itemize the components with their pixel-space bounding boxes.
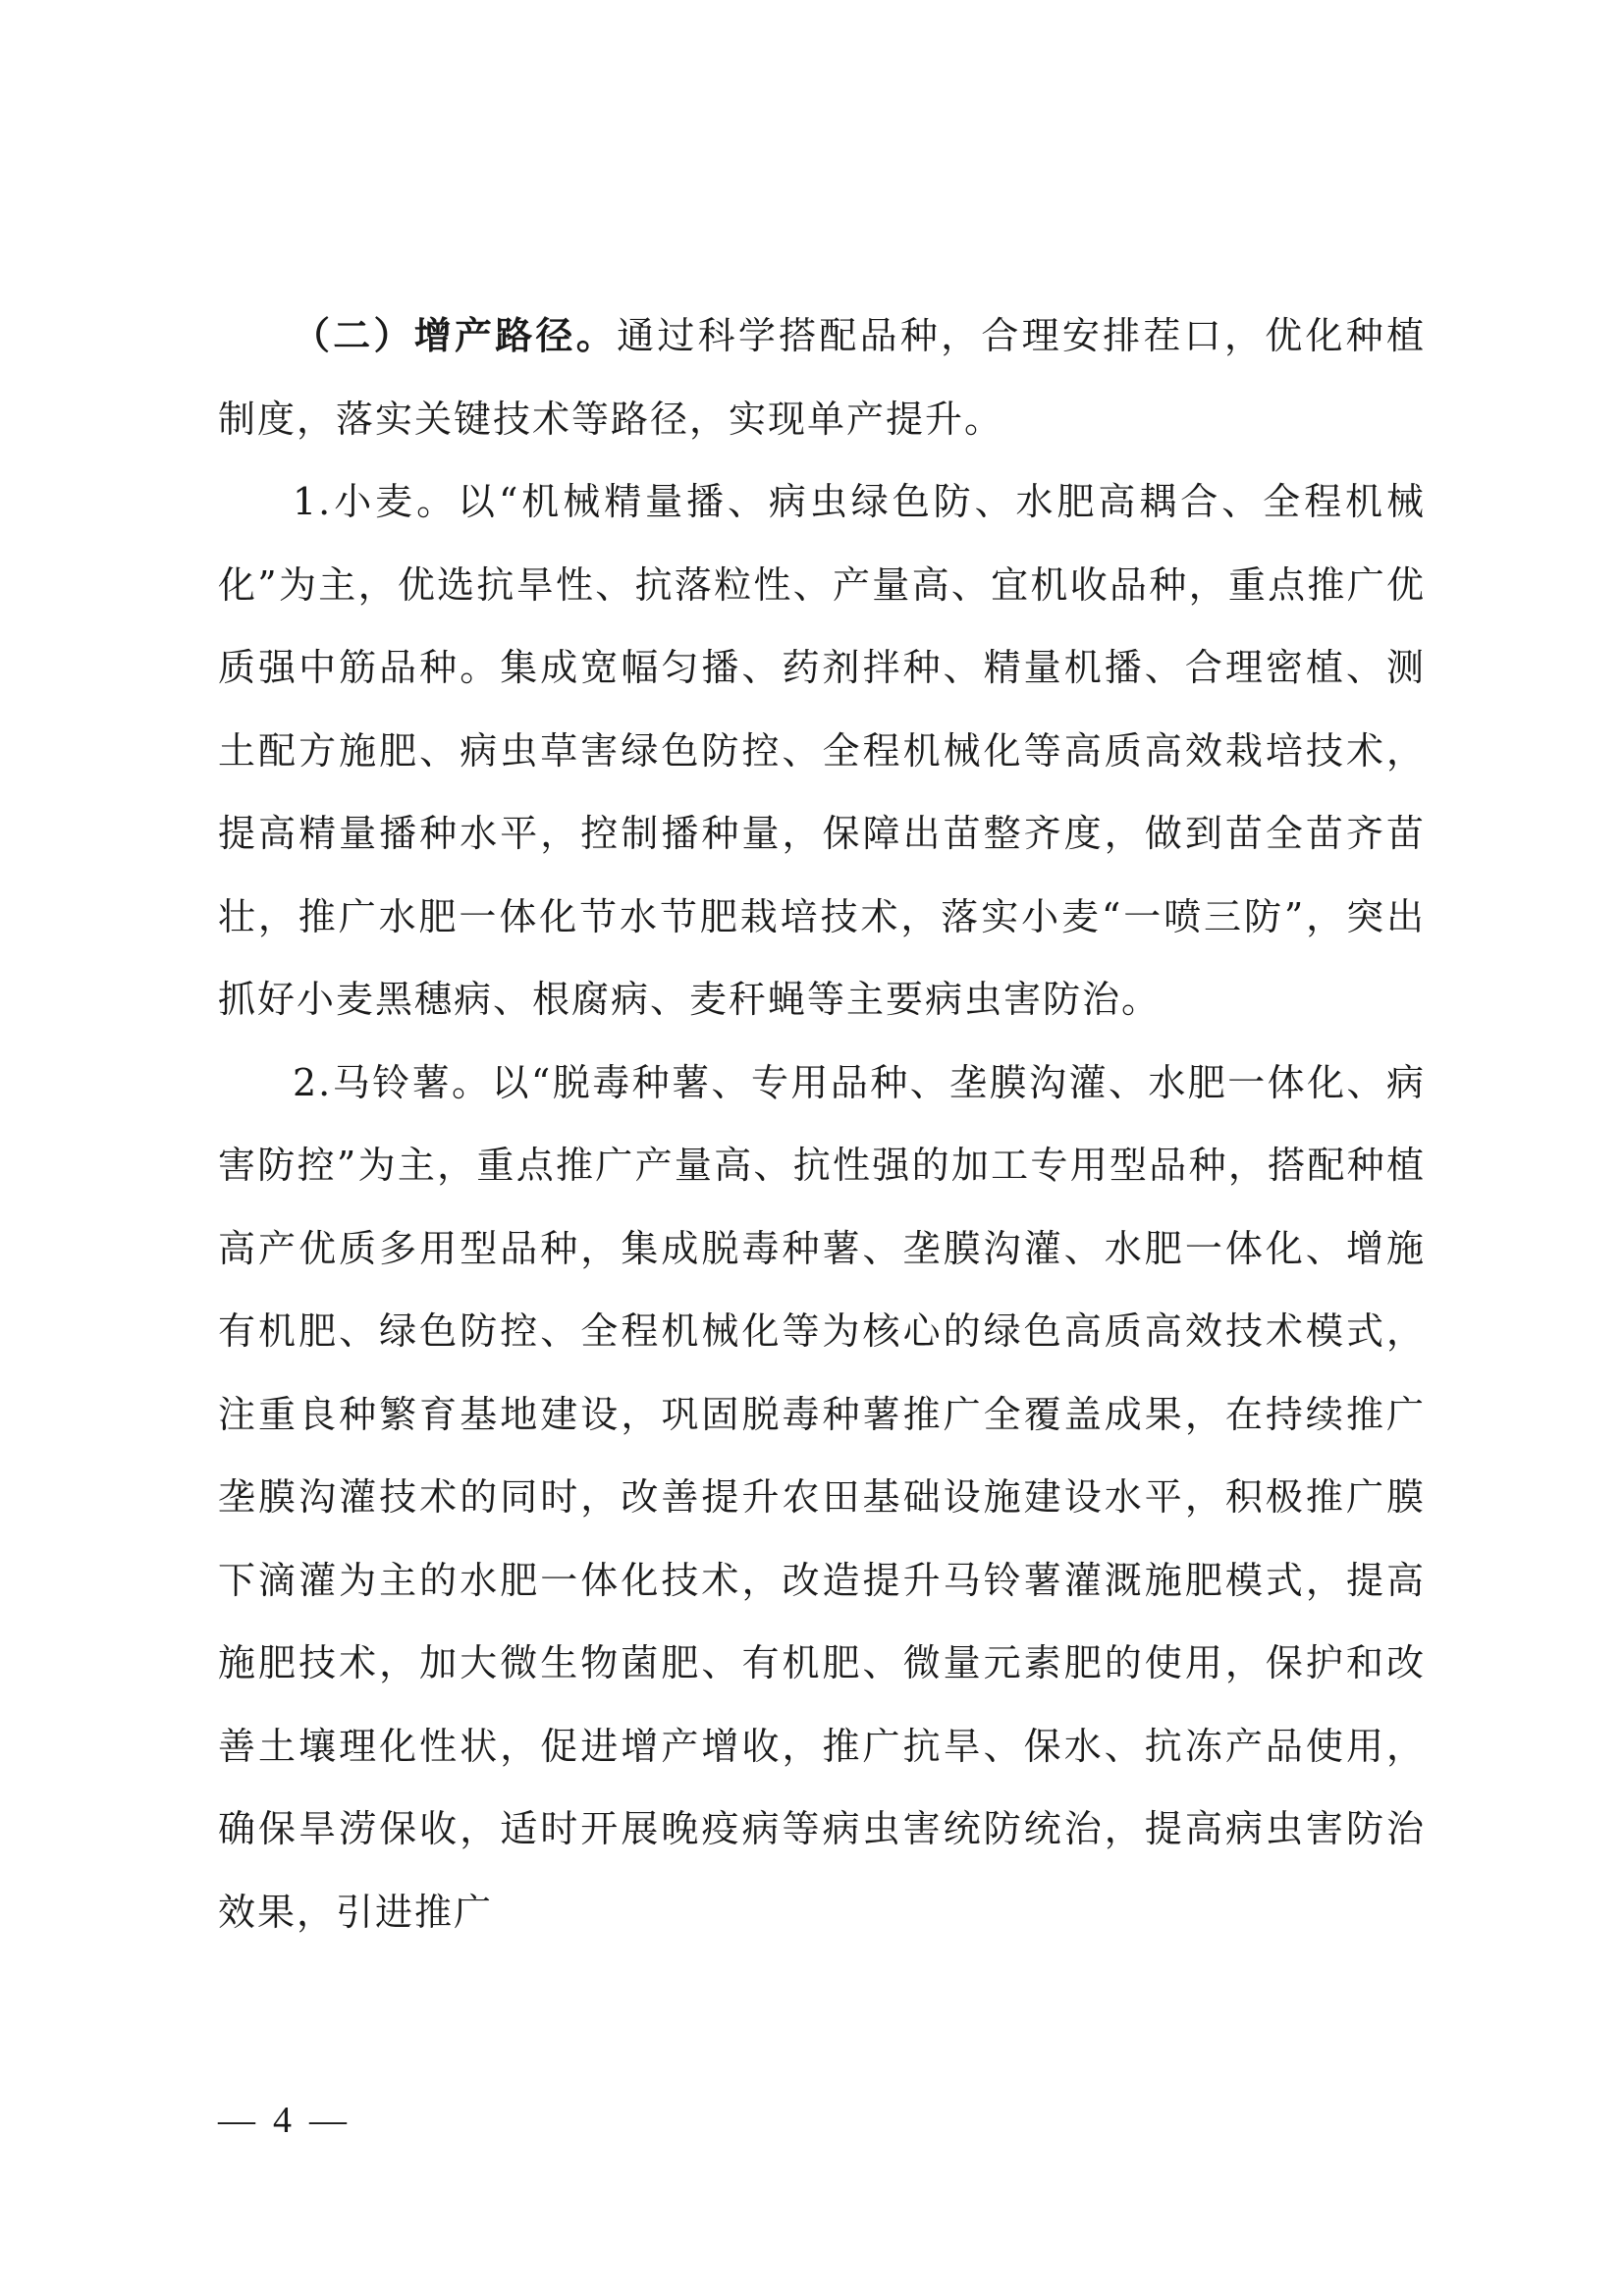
document-body: [218, 294, 1426, 1953]
footer-dash-right: —: [309, 2100, 347, 2141]
page-footer: [218, 2096, 347, 2145]
paragraph-potato: 2.马铃薯。以“脱毒种薯、专用品种、垄膜沟灌、水肥一体化、病害防控”为主，重点推广产量高、抗性强的加工专用型品种，搭配种植高产优质多用型品种，集成脱毒种薯、垄膜沟灌、水肥一体化、增施有机肥、绿色防控、全程机械化等为核心的绿色高质高效技术模式，注重良种繁育基地建设，巩固脱毒种薯推广全覆盖成果，在持续推广垄膜沟灌技术的同时，改善提升农田基础设施建设水平，积极推广膜下滴灌为主的水肥一体化技术，改造提升马铃薯灌溉施肥模式，提高施肥技术，加大微生物菌肥、有机肥、微量元素肥的使用，保护和改善土壤理化性状，促进增产增收，推广抗旱、保水、抗冻产品使用，确保旱涝保收，适时开展晚疫病等病虫害统防统治，提高病虫害防治效果，引进推广: [218, 1060, 1426, 1934]
paragraph-wheat: 1.小麦。以“机械精量播、病虫绿色防、水肥高耦合、全程机械化”为主，优选抗旱性、抗落粒性、产量高、宜机收品种，重点推广优质强中筋品种。集成宽幅匀播、药剂拌种、精量机播、合理密植、测土配方施肥、病虫草害绿色防控、全程机械化等高质高效栽培技术，提高精量播种水平，控制播种量，保障出苗整齐度，做到苗全苗齐苗壮，推广水肥一体化节水节肥栽培技术，落实小麦“一喷三防”，突出抓好小麦黑穗病、根腐病、麦秆蝇等主要病虫害防治。: [218, 480, 1426, 1021]
section-intro-text: 通过科学搭配品种，合理安排茬口，优化种植制度，落实关键技术等路径，实现单产提升。: [218, 314, 1426, 441]
section-heading: （二）增产路径。: [293, 314, 618, 357]
page-number: 4: [273, 2100, 292, 2141]
footer-dash-left: —: [218, 2100, 255, 2141]
section-paragraph: [218, 294, 1426, 460]
